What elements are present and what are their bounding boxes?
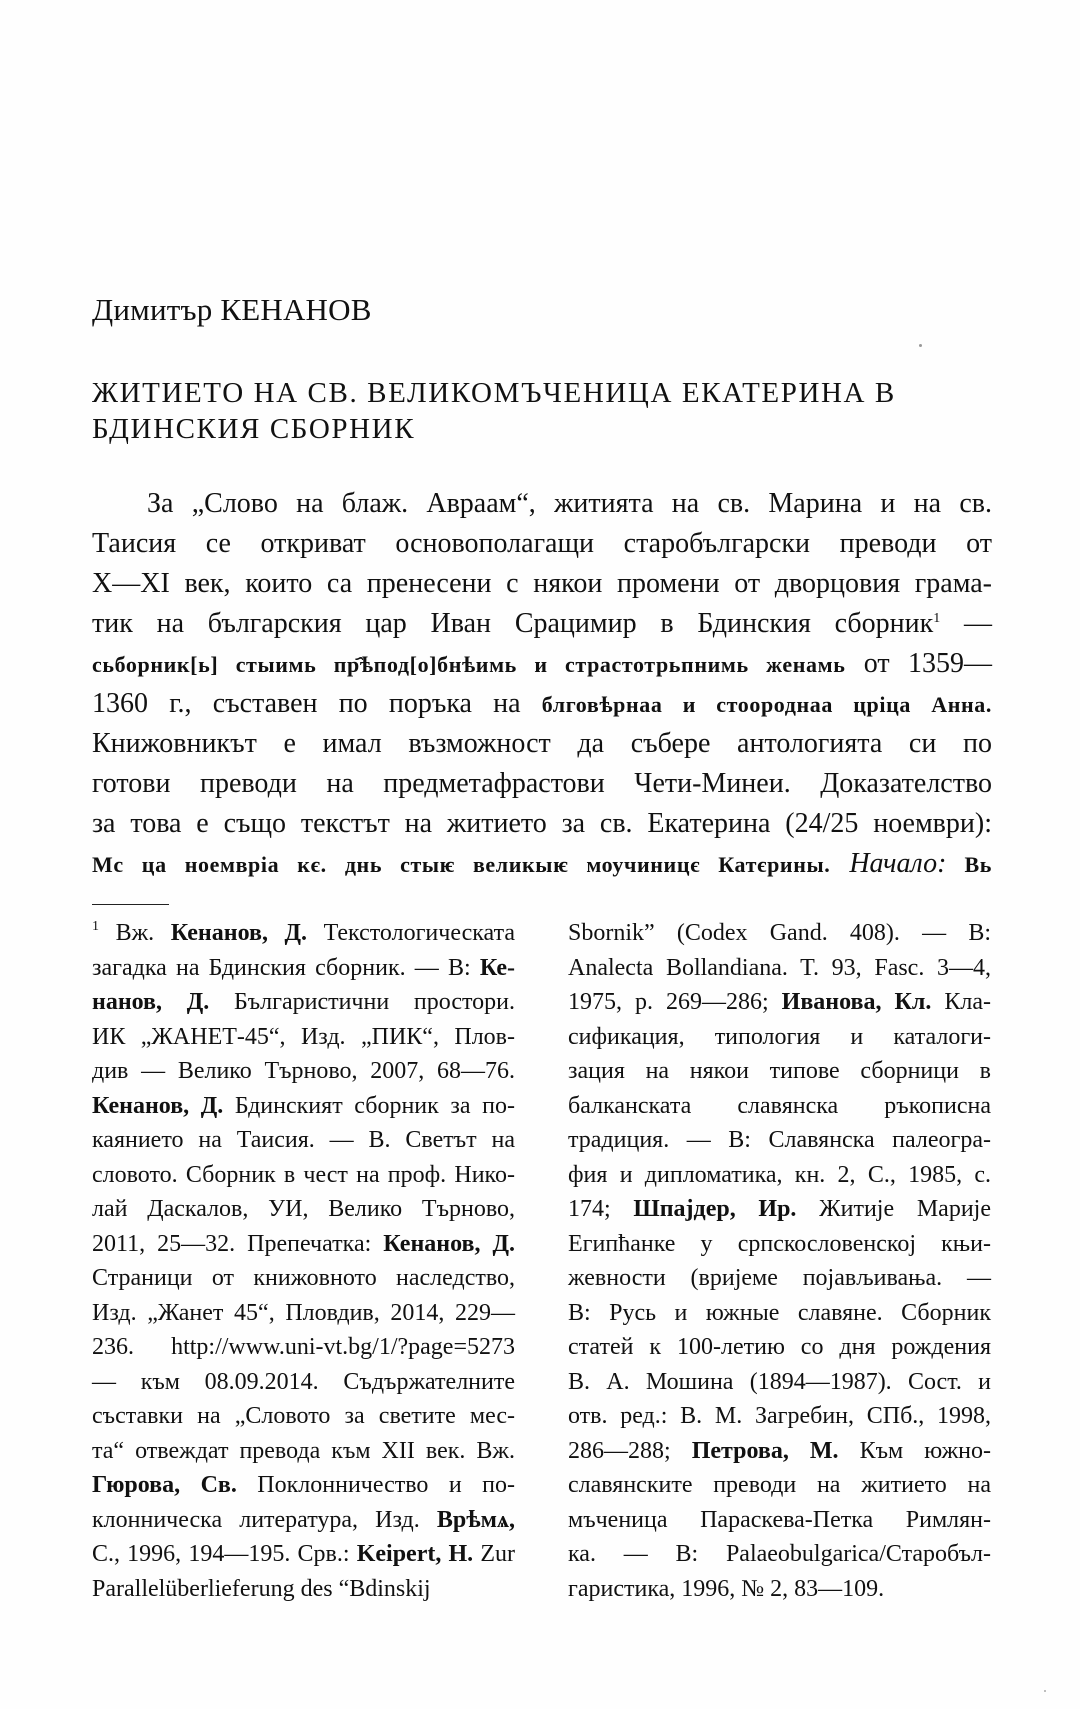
- author-name: Димитър КЕНАНОВ: [92, 292, 372, 327]
- body-line: [92, 604, 992, 644]
- footnote-text: отв. ред.: В. М. Загребин, СПб., 1998,: [568, 1403, 991, 1429]
- footnote-line: [92, 1054, 515, 1089]
- footnote-text: словото. Сборник в чест на проф. Нико-: [92, 1161, 515, 1188]
- footnote-text: съставки на „Словото за светите мес-: [92, 1403, 515, 1429]
- footnote-column-left: [92, 916, 515, 1606]
- footnote-text: мъченица Параскева-Петка Римлян-: [568, 1506, 991, 1533]
- footnote-line: [568, 985, 991, 1020]
- footnote-line: [92, 1296, 515, 1331]
- footnote-line: [568, 1296, 991, 1331]
- body-line: [92, 644, 992, 684]
- footnote-text: — към 08.09.2014. Съдържателните: [92, 1368, 515, 1395]
- title-line: БДИНСКИЯ СБОРНИК: [92, 413, 416, 445]
- footnote-line: [92, 1020, 515, 1055]
- footnote-text: каянието на Таисия. — В. Светът на: [92, 1127, 515, 1153]
- footnote-line: [568, 1330, 991, 1365]
- footnote-line: [568, 1399, 991, 1434]
- footnote-author: Гюрова, Св.: [92, 1472, 237, 1498]
- footnote-text: Sbornik” (Codex Gand. 408). — В:: [568, 920, 991, 946]
- footnote-line: [92, 1468, 515, 1503]
- footnote-line: [92, 1434, 515, 1469]
- footnote-line: [92, 1227, 515, 1262]
- old-slavonic-text: Вь: [946, 852, 992, 877]
- footnote-text: Текстологическата: [307, 920, 516, 946]
- footnote-text: Zur: [473, 1541, 516, 1567]
- old-slavonic-text: блговѣрнаа и стоороднаа цріца: [541, 692, 911, 717]
- footnote-line: [92, 1537, 515, 1572]
- footnote-text: 1975, p. 269—286;: [568, 989, 782, 1015]
- footnote-line: [568, 1537, 991, 1572]
- footnote-text: Българистични простори.: [209, 989, 515, 1015]
- footnote-text: ИК „ЖАНЕТ-45“, Изд. „ПИК“, Плов-: [92, 1023, 515, 1050]
- footnote-text: ка. — В: Palaeobulgarica/Старобъл-: [568, 1541, 991, 1567]
- footnote-text: Към южно-: [838, 1437, 992, 1464]
- footnote-text: Analecta Bollandiana. T. 93, Fasc. 3—4,: [568, 954, 991, 981]
- footnote-line: [92, 1123, 515, 1158]
- footnote-line: [92, 985, 515, 1020]
- footnote-text: лай Даскалов, УИ, Велико Търново,: [92, 1196, 515, 1222]
- footnote-number: 1: [92, 919, 99, 934]
- footnote-line: [92, 1572, 515, 1607]
- footnote-line: [92, 1399, 515, 1434]
- body-text-run: 1360 г., съставен по поръка на: [92, 688, 542, 719]
- footnote-line: [92, 951, 515, 986]
- body-text-run: —: [940, 608, 993, 639]
- footnote-line: [92, 1089, 515, 1124]
- footnote-text: див — Велико Търново, 2007, 68—76.: [92, 1058, 515, 1084]
- old-slavonic-text: сьборник[ь] стыимь пр҄ѣпод[о]бнѣимь и страстотрьпнимь женамь: [92, 652, 846, 677]
- footnote-text: В. А. Мошина (1894—1987). Сост. и: [568, 1368, 991, 1395]
- body-line: [92, 684, 992, 724]
- footnote-text: Parallelüberlieferung des “Bdinskij: [92, 1575, 431, 1602]
- footnote-line: [92, 916, 515, 951]
- footnote-text: Изд. „Жанет 45“, Пловдив, 2014, 229—: [92, 1299, 515, 1326]
- footnote-text: Египћанке у српскословенској књи-: [568, 1230, 991, 1257]
- footnote-text: Поклонничество и по-: [236, 1472, 515, 1498]
- footnote-line: [568, 1020, 991, 1055]
- footnote-line: [568, 1468, 991, 1503]
- footnote-line: [92, 1261, 515, 1296]
- footnote-text: та“ отвеждат превода към XII век. Вж.: [92, 1437, 515, 1464]
- footnote-line: [92, 1330, 515, 1365]
- footnote-line: [92, 1192, 515, 1227]
- footnote-text: 2011, 25—32. Препечатка:: [92, 1230, 384, 1257]
- footnote-line: [568, 1503, 991, 1538]
- footnote-line: [92, 1158, 515, 1193]
- footnote-column-right: [568, 916, 991, 1606]
- footnote-author: Ке-: [479, 954, 515, 981]
- footnote-text: славянските преводи на житието на: [568, 1472, 991, 1498]
- footnote-ref: 1: [933, 611, 941, 626]
- footnote-text: статей к 100-летию со дня рождения: [568, 1334, 991, 1360]
- body-line: Книжовникът е имал възможност да събере антологията си по: [92, 728, 992, 759]
- article-title: [92, 375, 992, 447]
- footnote-author: Keipert, H.: [356, 1541, 474, 1567]
- footnote-text: балканската славянска ръкописна: [568, 1092, 991, 1119]
- body-text-run: от 1359—: [845, 648, 992, 679]
- footnote-author: Кенанов, Д.: [170, 920, 308, 946]
- footnote-text: Бдинският сборник за по-: [223, 1092, 515, 1119]
- body-line: За „Слово на блаж. Авраам“, житията на св. Марина и на св.: [147, 488, 992, 519]
- body-line: [92, 844, 992, 884]
- footnote-line: [92, 1365, 515, 1400]
- footnote-text: Вж.: [99, 920, 171, 946]
- footnote-line: [568, 1054, 991, 1089]
- footnote-text: 286—288;: [568, 1437, 692, 1464]
- title-line: ЖИТИЕТО НА СВ. ВЕЛИКОМЪЧЕНИЦА ЕКАТЕРИНА В: [92, 377, 896, 409]
- footnote-author: Кенанов, Д.: [92, 1092, 224, 1119]
- footnote-text: жевности (вријеме појављивања. —: [568, 1265, 991, 1291]
- footnote-line: [568, 1192, 991, 1227]
- footnote-line: [568, 1434, 991, 1469]
- footnote-text: традиция. — В: Славянска палеогра-: [568, 1127, 991, 1153]
- footnote-text: клонническа литература, Изд.: [92, 1506, 437, 1533]
- footnote-line: [568, 1261, 991, 1296]
- footnote-line: [568, 916, 991, 951]
- body-text-run: тик на българския цар Иван Срацимир в Бдинския сборник: [92, 608, 934, 639]
- footnote-text: 236. http://www.uni-vt.bg/1/?page=5273: [92, 1334, 515, 1360]
- footnote-text: 174;: [568, 1196, 634, 1222]
- footnote-text: гаристика, 1996, № 2, 83—109.: [568, 1575, 885, 1602]
- footnote-line: [568, 951, 991, 986]
- footnote-text: загадка на Бдинския сборник. — В:: [92, 954, 480, 981]
- footnote-line: [568, 1089, 991, 1124]
- footnote-line: [568, 1227, 991, 1262]
- footnote-text: Житије Марије: [796, 1196, 991, 1222]
- footnote-author: нанов, Д.: [92, 989, 210, 1015]
- footnote-text: сификация, типология и каталоги-: [568, 1023, 991, 1050]
- footnote-line: [568, 1572, 991, 1607]
- body-text-run: Начало:: [830, 848, 947, 879]
- body-line: готови преводи на предметафрастови Чети-Минеи. Доказателство: [92, 768, 992, 799]
- footnote-author: Шпајдер, Ир.: [633, 1196, 797, 1222]
- body-line: за това е също текстът на житието за св. Екатерина (24/25 ноември):: [92, 808, 992, 839]
- old-slavonic-text: Анна.: [910, 692, 992, 717]
- footnote-line: [92, 1503, 515, 1538]
- speck: [1044, 1690, 1046, 1692]
- footnote-text: В: Русь и южные славяне. Сборник: [568, 1299, 991, 1326]
- footnote-line: [568, 1365, 991, 1400]
- footnote-line: [568, 1158, 991, 1193]
- footnote-author: Иванова, Кл.: [781, 989, 932, 1015]
- footnote-separator: [92, 904, 169, 905]
- footnote-text: Страници от книжовното наследство,: [92, 1265, 515, 1291]
- speck: [919, 344, 922, 347]
- footnote-text: фия и дипломатика, кн. 2, С., 1985, с.: [568, 1161, 991, 1188]
- footnote-author: Врѣмѧ,: [436, 1506, 515, 1533]
- footnote-author: Кенанов, Д.: [383, 1230, 515, 1257]
- old-slavonic-text: Мс ца ноемвріа кє. днь стыѥ великыѥ моучиницє Катєрины.: [92, 852, 831, 877]
- body-line: Таисия се откриват основополагащи старобългарски преводи от: [92, 528, 992, 559]
- footnote-text: С., 1996, 194—195. Срв.:: [92, 1541, 357, 1567]
- footnote-text: Кла-: [931, 989, 991, 1015]
- footnote-line: [568, 1123, 991, 1158]
- body-line: X—XI век, които са пренесени с някои промени от дворцовия грама-: [92, 568, 992, 599]
- footnote-text: зация на някои типове сборници в: [568, 1058, 991, 1084]
- footnote-author: Петрова, М.: [691, 1437, 839, 1464]
- body-text: [92, 484, 992, 884]
